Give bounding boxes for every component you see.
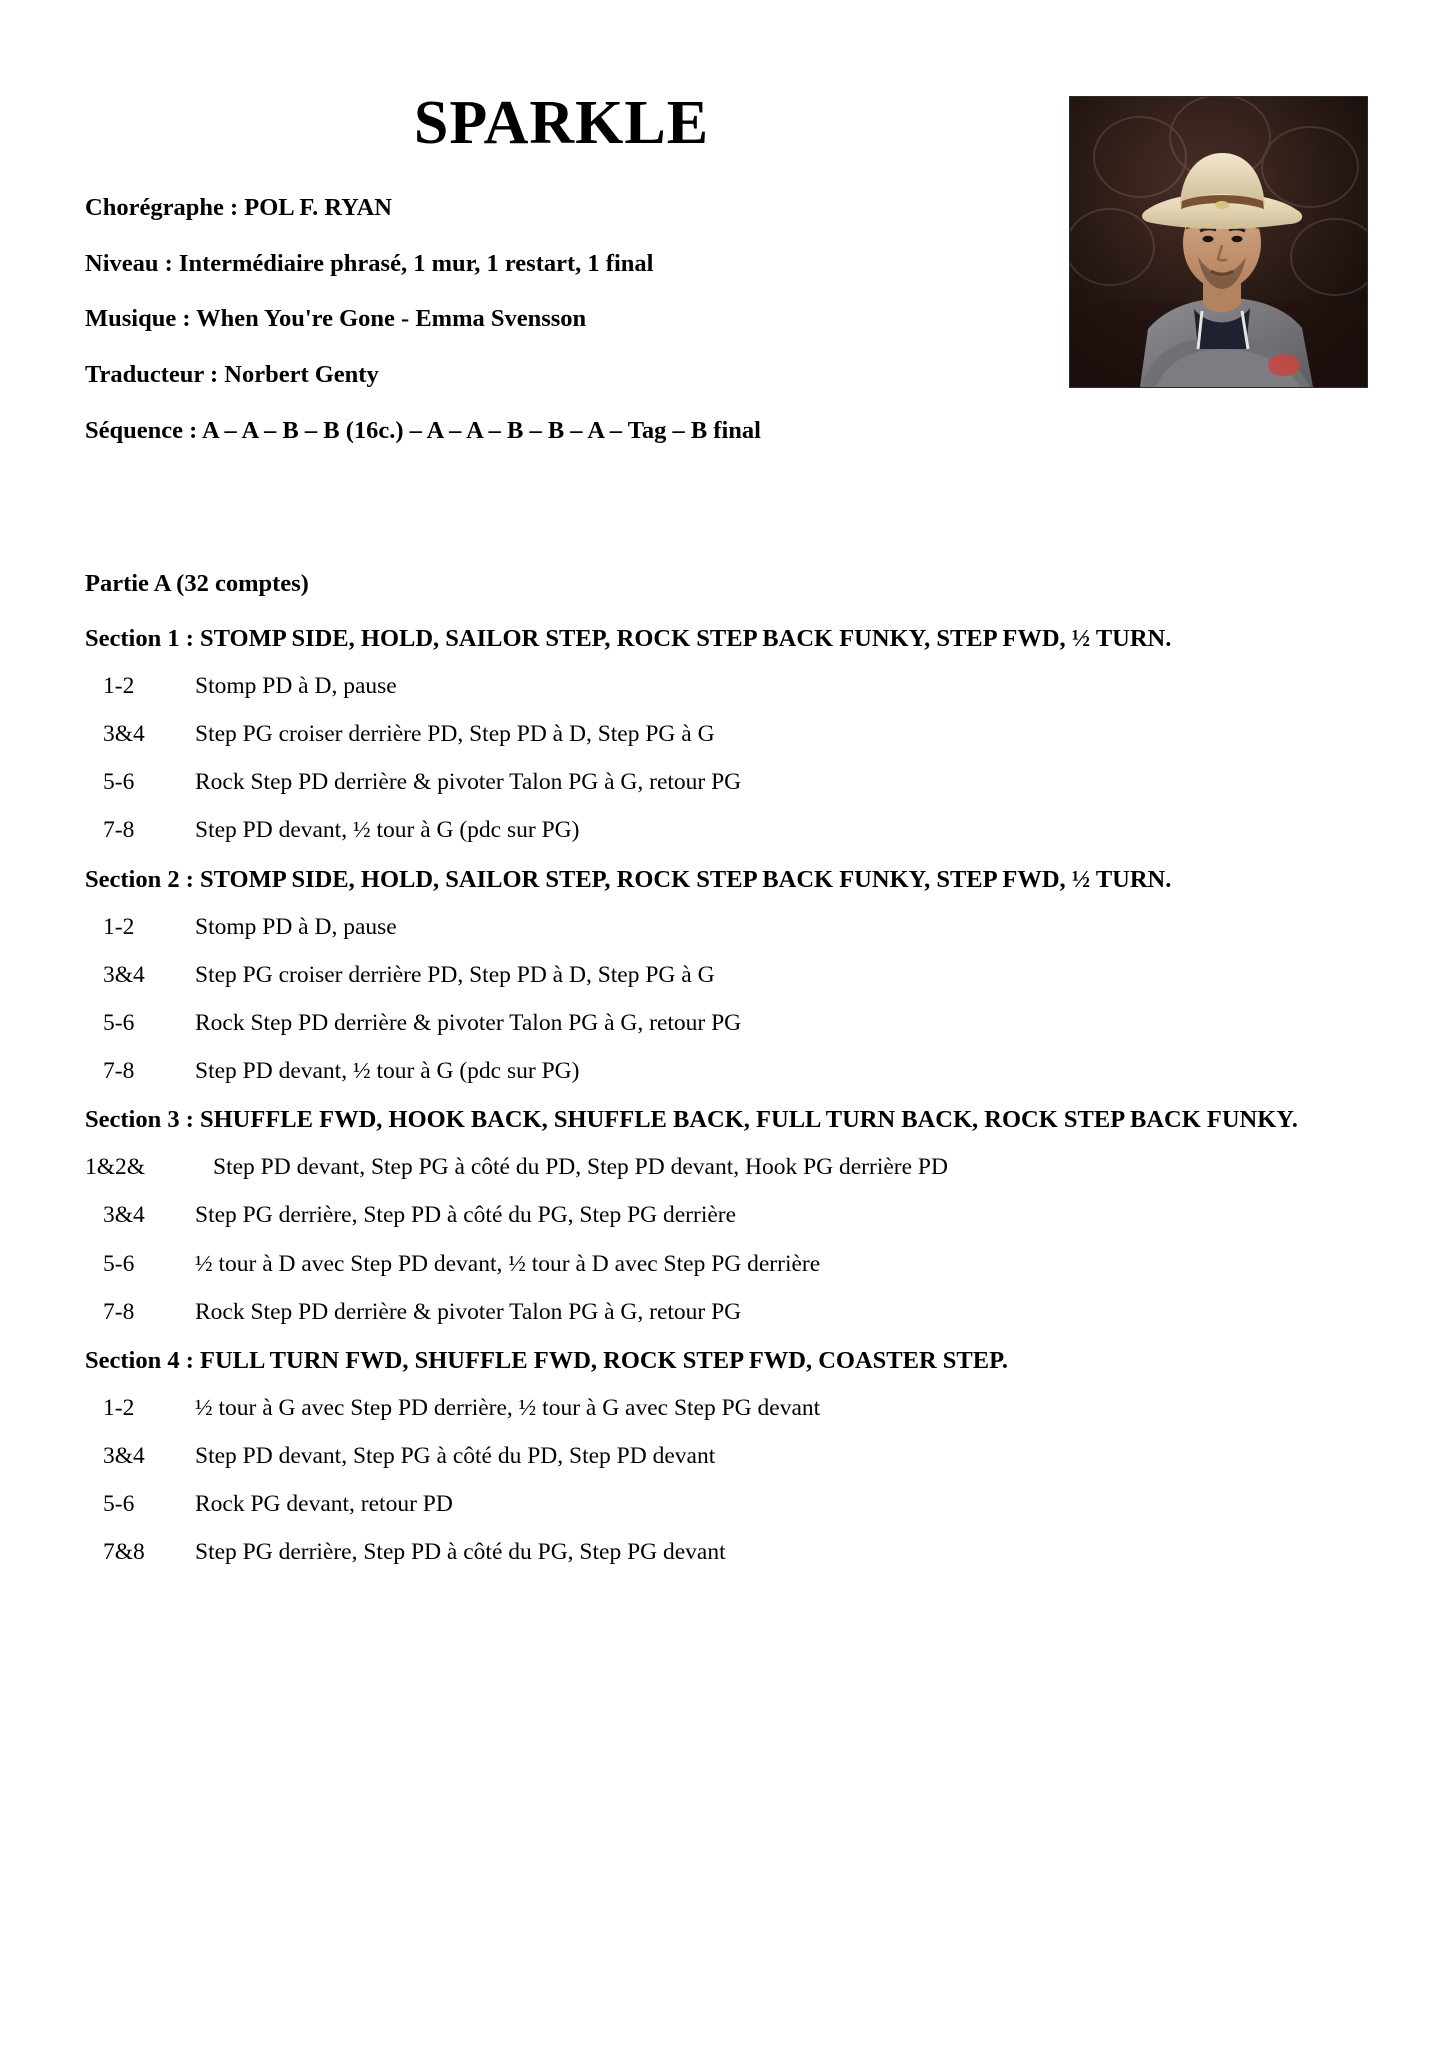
step-description: Step PG derrière, Step PD à côté du PG, Step PG devant [195, 1539, 726, 1566]
step-description: Rock Step PD derrière & pivoter Talon PG à G, retour PG [195, 769, 742, 796]
step-row [85, 1298, 1368, 1326]
section-3 [85, 1105, 1368, 1326]
document-header [85, 88, 1368, 508]
step-count: 3&4 [103, 721, 145, 748]
section-3-title: Section 3 : SHUFFLE FWD, HOOK BACK, SHUFFLE BACK, FULL TURN BACK, ROCK STEP BACK FUNKY. [85, 1106, 1298, 1134]
step-row [85, 1250, 1368, 1278]
step-description: Step PD devant, Step PG à côté du PD, Step PD devant, Hook PG derrière PD [213, 1154, 948, 1181]
step-count: 5-6 [103, 1491, 135, 1518]
step-row [85, 672, 1368, 700]
step-count: 3&4 [103, 1202, 145, 1229]
step-description: Rock Step PD derrière & pivoter Talon PG à G, retour PG [195, 1009, 742, 1036]
step-row [85, 720, 1368, 748]
step-count: 7-8 [103, 1058, 135, 1085]
section-4-steps [85, 1394, 1368, 1567]
step-row [85, 1394, 1368, 1422]
step-description: Step PD devant, ½ tour à G (pdc sur PG) [195, 1058, 580, 1085]
section-2-steps [85, 913, 1368, 1086]
meta-translator: Traducteur : Norbert Genty [85, 360, 379, 388]
section-3-steps [85, 1153, 1368, 1326]
photo-cowboy-hat-man [1069, 96, 1368, 388]
section-1-title: Section 1 : STOMP SIDE, HOLD, SAILOR STEP, ROCK STEP BACK FUNKY, STEP FWD, ½ TURN. [85, 625, 1172, 652]
step-row [85, 1057, 1368, 1085]
header-body-spacer [85, 508, 1368, 570]
step-count: 5-6 [103, 769, 135, 796]
step-description: ½ tour à G avec Step PD derrière, ½ tour à G avec Step PG devant [195, 1394, 821, 1421]
step-count: 7-8 [103, 817, 135, 844]
step-row [85, 913, 1368, 941]
step-count: 3&4 [103, 1442, 145, 1469]
step-row [85, 1538, 1368, 1566]
section-4 [85, 1346, 1368, 1567]
step-row [85, 768, 1368, 796]
step-row [85, 816, 1368, 844]
step-description: Step PG croiser derrière PD, Step PD à D, Step PG à G [195, 721, 715, 748]
step-row [85, 961, 1368, 989]
step-description: Stomp PD à D, pause [195, 913, 397, 940]
step-description: Rock PG devant, retour PD [195, 1491, 453, 1518]
step-description: ½ tour à D avec Step PD devant, ½ tour à D avec Step PG derrière [195, 1250, 821, 1277]
section-2 [85, 865, 1368, 1086]
meta-level: Niveau : Intermédiaire phrasé, 1 mur, 1 restart, 1 final [85, 249, 654, 277]
step-description: Stomp PD à D, pause [195, 672, 397, 699]
meta-music: Musique : When You're Gone - Emma Svensson [85, 305, 587, 333]
step-count: 1-2 [103, 672, 135, 699]
step-count: 3&4 [103, 961, 145, 988]
meta-choreographer: Chorégraphe : POL F. RYAN [85, 194, 392, 221]
step-row [85, 1153, 1368, 1181]
section-2-title: Section 2 : STOMP SIDE, HOLD, SAILOR STEP, ROCK STEP BACK FUNKY, STEP FWD, ½ TURN. [85, 865, 1172, 893]
page-title: SPARKLE [413, 89, 710, 157]
step-count: 5-6 [103, 1250, 135, 1277]
step-description: Step PG croiser derrière PD, Step PD à D, Step PG à G [195, 961, 715, 988]
step-count: 7&8 [103, 1539, 145, 1566]
step-count: 1-2 [103, 913, 135, 940]
step-count: 1&2& [85, 1154, 146, 1181]
step-row [85, 1201, 1368, 1229]
section-1 [85, 624, 1368, 845]
section-4-title: Section 4 : FULL TURN FWD, SHUFFLE FWD, ROCK STEP FWD, COASTER STEP. [85, 1346, 1008, 1374]
step-description: Step PD devant, Step PG à côté du PD, Step PD devant [195, 1442, 716, 1469]
step-description: Step PD devant, ½ tour à G (pdc sur PG) [195, 817, 580, 844]
part-title: Partie A (32 comptes) [85, 570, 309, 597]
step-count: 1-2 [103, 1394, 135, 1421]
step-description: Step PG derrière, Step PD à côté du PG, Step PG derrière [195, 1202, 737, 1229]
step-count: 7-8 [103, 1298, 135, 1325]
step-row [85, 1442, 1368, 1470]
step-description: Rock Step PD derrière & pivoter Talon PG à G, retour PG [195, 1298, 742, 1325]
step-count: 5-6 [103, 1009, 135, 1036]
section-1-steps [85, 672, 1368, 845]
step-row [85, 1490, 1368, 1518]
step-row [85, 1009, 1368, 1037]
meta-sequence: Séquence : A – A – B – B (16c.) – A – A – B – B – A – Tag – B final [85, 416, 761, 444]
